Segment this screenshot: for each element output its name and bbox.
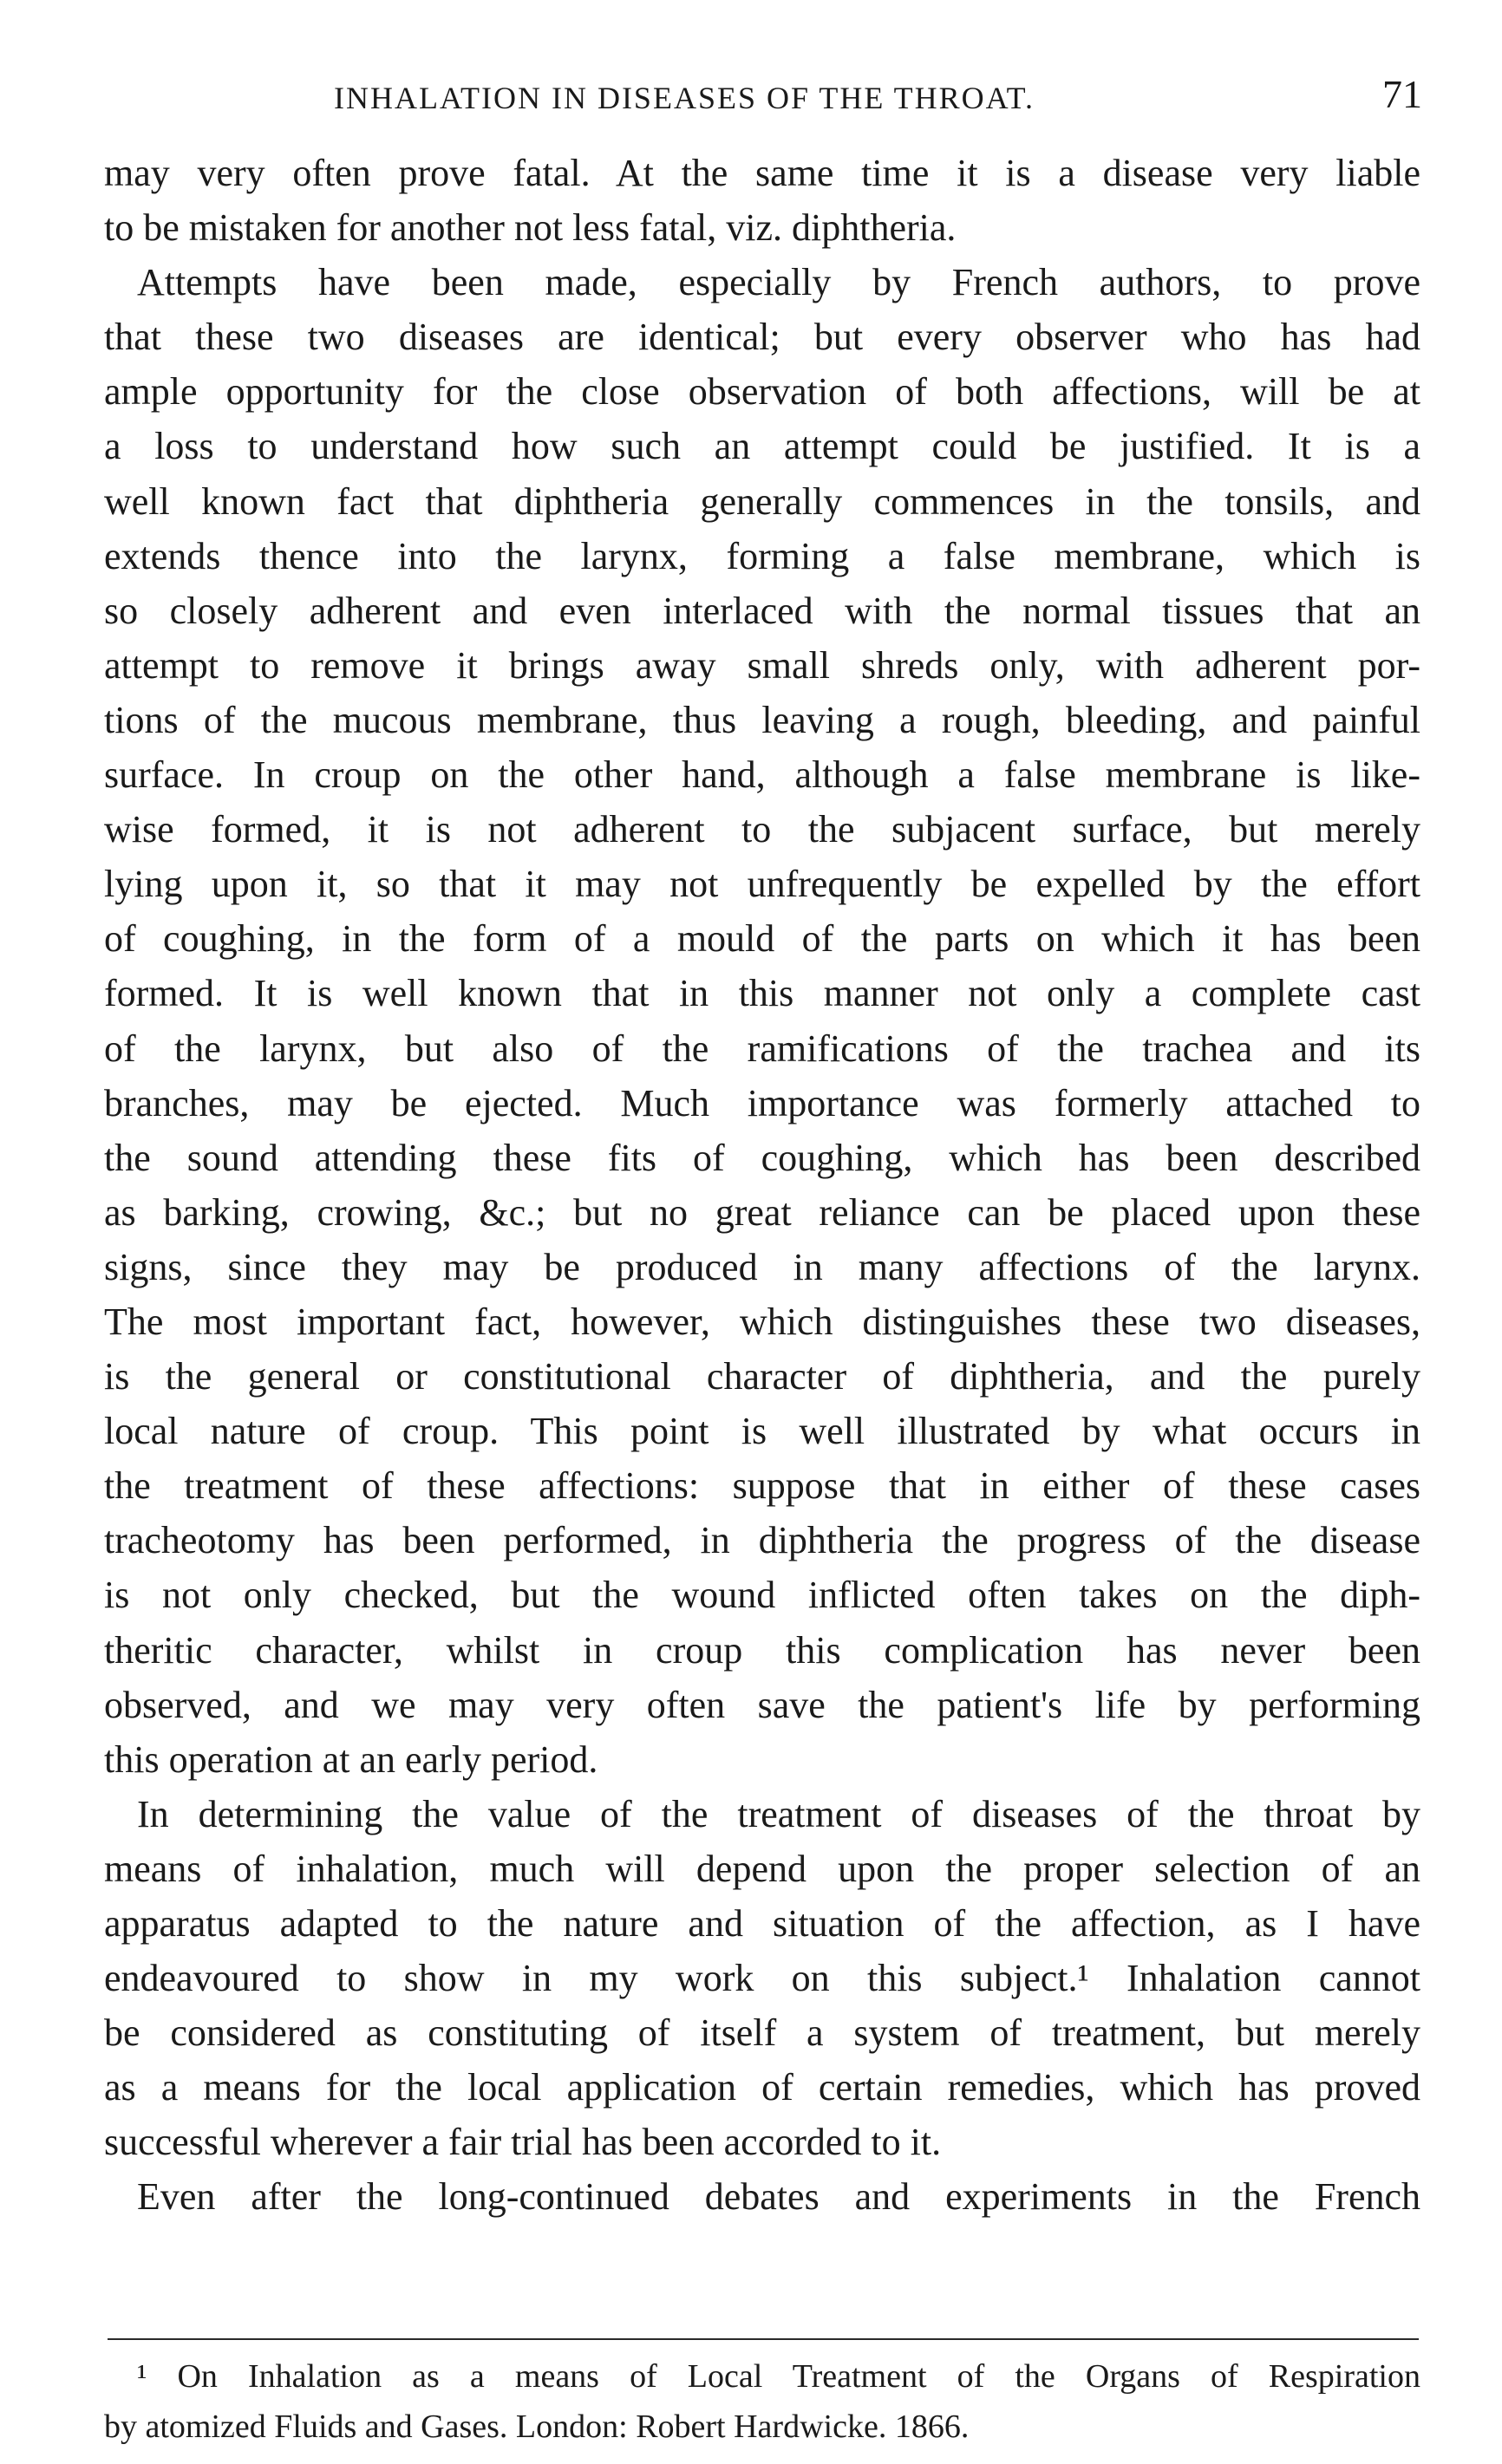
- text-line: is not only checked, but the wound inflicted often takes on the diph-: [104, 1574, 1420, 1617]
- text-line: this operation at an early period.: [104, 1737, 598, 1781]
- text-line: as a means for the local application of certain remedies, which has proved: [104, 2066, 1420, 2109]
- text-line: may very often prove fatal. At the same time it is a disease very liable: [104, 152, 1420, 194]
- text-line: lying upon it, so that it may not unfrequently be expelled by the effort: [104, 863, 1420, 906]
- text-line: theritic character, whilst in croup this complication has never been: [104, 1628, 1420, 1672]
- text-line: be considered as constituting of itself a system of treatment, but merely: [104, 2011, 1420, 2055]
- running-title: INHALATION IN DISEASES OF THE THROAT.: [334, 81, 1035, 115]
- text-line: apparatus adapted to the nature and situation of the affection, as I have: [104, 1902, 1420, 1945]
- text-line: is the general or constitutional character of diphtheria, and the purely: [104, 1355, 1420, 1398]
- footnote-line: ¹ On Inhalation as a means of Local Treatment of the Organs of Respiration: [137, 2358, 1420, 2395]
- text-line: means of inhalation, much will depend upon the proper selection of an: [104, 1847, 1420, 1890]
- text-line: formed. It is well known that in this manner not only a complete cast: [104, 972, 1420, 1015]
- text-line: well known fact that diphtheria generally commences in the tonsils, and: [104, 479, 1420, 523]
- text-line: surface. In croup on the other hand, although a false membrane is like-: [104, 753, 1420, 797]
- text-line: of coughing, in the form of a mould of the parts on which it has been: [104, 917, 1420, 961]
- page-number: 71: [1382, 72, 1422, 116]
- text-line: extends thence into the larynx, forming a false membrane, which is: [104, 534, 1420, 577]
- text-line: successful wherever a fair trial has been accorded to it.: [104, 2121, 942, 2164]
- text-line: endeavoured to show in my work on this subject.¹ Inhalation cannot: [104, 1957, 1420, 2000]
- text-line: Attempts have been made, especially by French authors, to prove: [137, 261, 1420, 304]
- text-line: wise formed, it is not adherent to the subjacent surface, but merely: [104, 808, 1420, 851]
- text-line: In determining the value of the treatment of diseases of the throat by: [137, 1792, 1420, 1835]
- text-line: tions of the mucous membrane, thus leaving a rough, bleeding, and painful: [104, 698, 1420, 741]
- text-line: The most important fact, however, which distinguishes these two diseases,: [104, 1300, 1420, 1343]
- text-line: tracheotomy has been performed, in diphtheria the progress of the disease: [104, 1519, 1420, 1562]
- text-line: as barking, crowing, &c.; but no great reliance can be placed upon these: [104, 1190, 1420, 1234]
- running-head: [104, 71, 1422, 132]
- footnote-divider: [108, 2338, 1419, 2340]
- text-line: local nature of croup. This point is well illustrated by what occurs in: [104, 1410, 1420, 1453]
- text-line: of the larynx, but also of the ramifications of the trachea and its: [104, 1027, 1420, 1070]
- text-line: attempt to remove it brings away small shreds only, with adherent por-: [104, 643, 1420, 687]
- text-line: the sound attending these fits of coughing, which has been described: [104, 1136, 1420, 1179]
- text-line: a loss to understand how such an attempt could be justified. It is a: [104, 425, 1420, 468]
- text-line: Even after the long-continued debates and experiments in the French: [137, 2175, 1420, 2219]
- footnotes: [104, 2351, 1420, 2452]
- text-line: the treatment of these affections: suppose that in either of these cases: [104, 1464, 1420, 1508]
- text-line: ample opportunity for the close observation of both affections, will be at: [104, 370, 1420, 414]
- text-line: observed, and we may very often save the patient's life by performing: [104, 1683, 1420, 1726]
- text-line: signs, since they may be produced in many affections of the larynx.: [104, 1245, 1420, 1288]
- text-line: that these two diseases are identical; but every observer who has had: [104, 316, 1420, 359]
- text-line: to be mistaken for another not less fatal, viz. diphtheria.: [104, 206, 957, 250]
- text-line: so closely adherent and even interlaced with the normal tissues that an: [104, 589, 1420, 632]
- text-line: branches, may be ejected. Much importance was formerly attached to: [104, 1081, 1420, 1124]
- body-text: [104, 146, 1420, 2225]
- footnote-line: by atomized Fluids and Gases. London: Robert Hardwicke. 1866.: [104, 2409, 970, 2445]
